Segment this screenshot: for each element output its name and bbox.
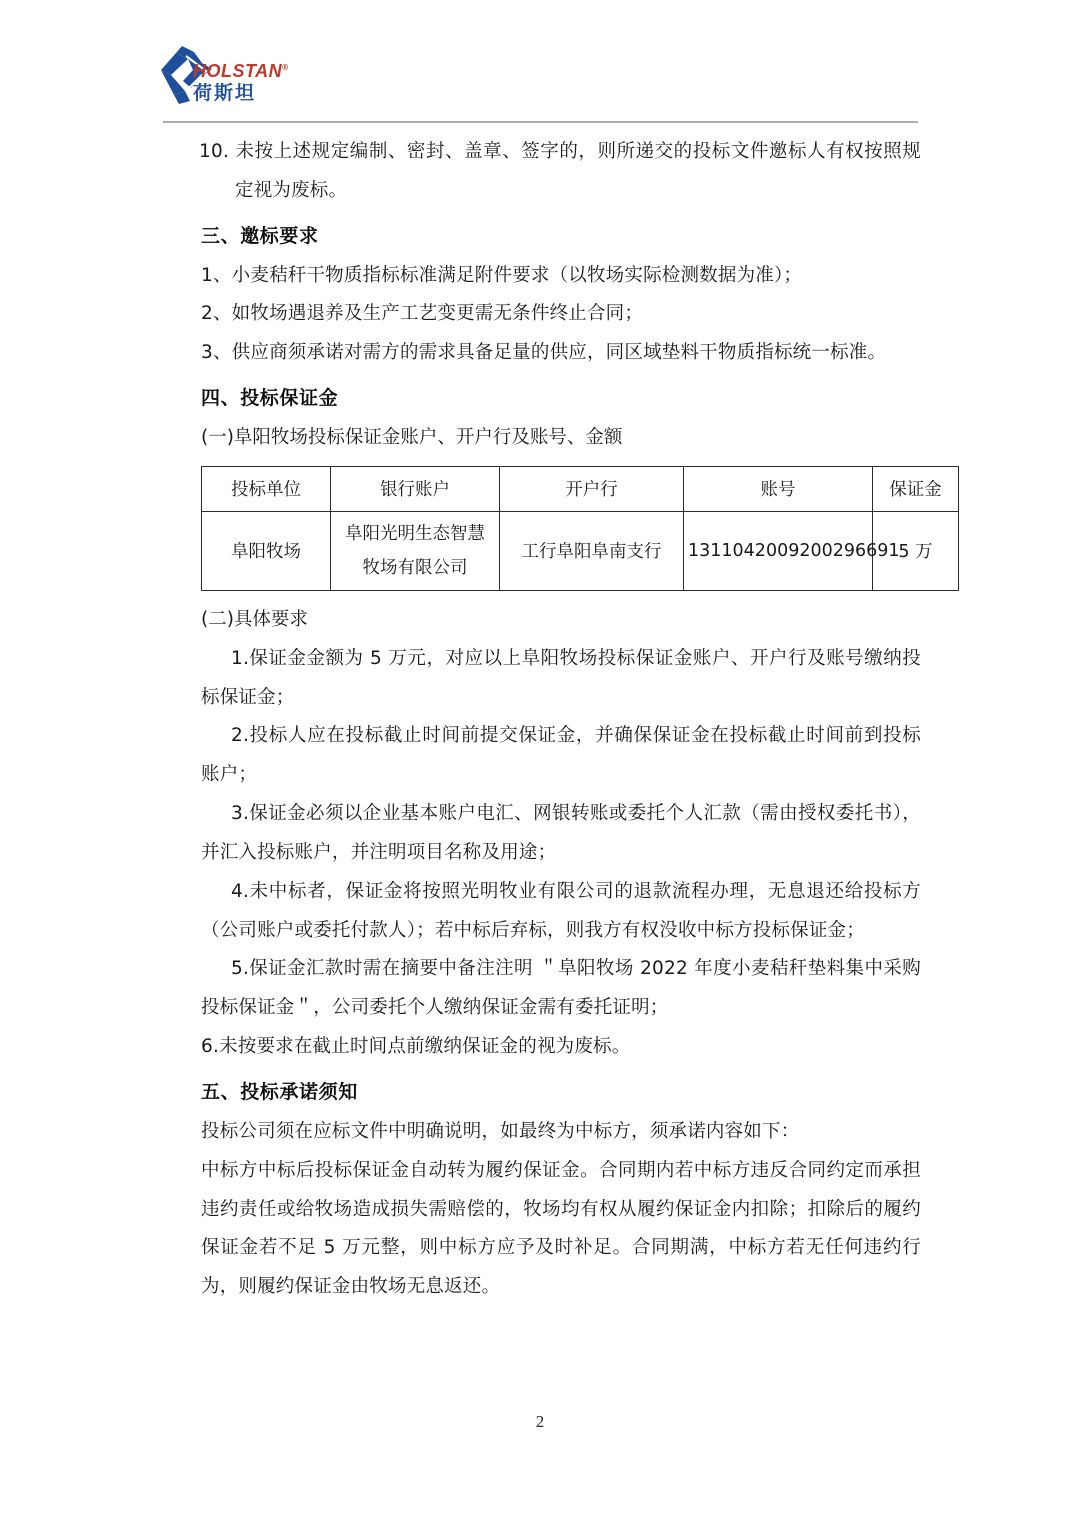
section5-intro: 投标公司须在应标文件中明确说明，如最终为中标方，须承诺内容如下： (201, 1120, 800, 1142)
table-header-row (202, 466, 959, 511)
logo-wordmark (193, 62, 353, 110)
section4-item-6: 6.未按要求在截止时间点前缴纳保证金的视为废标。 (201, 1036, 631, 1058)
table-header-bidder: 投标单位 (202, 466, 331, 511)
section4-item-3: 3.保证金必须以企业基本账户电汇、网银转账或委托个人汇款（需由授权委托书），并汇入投标账户，并注明项目名称及用途； (201, 803, 921, 863)
logo-chinese-text: 荷斯坦 (193, 82, 257, 104)
heading-section-4: 四、投标保证金 (201, 387, 339, 410)
table-header-bank-branch: 开户行 (500, 466, 684, 511)
cell-bank-account (331, 511, 500, 590)
cell-bank-branch: 工行阜阳阜南支行 (500, 511, 684, 590)
logo-latin-text: HOLSTAN® (193, 61, 289, 81)
section3-item-3: 3、供应商须承诺对需方的需求具备足量的供应，同区域垫料干物质指标统一标准。 (201, 342, 887, 364)
section5-body: 中标方中标后投标保证金自动转为履约保证金。合同期内若中标方违反合同约定而承担违约责任或给牧场造成损失需赔偿的，牧场均有权从履约保证金内扣除；扣除后的履约保证金若不足 5 万元整，则中标方应予及时补足。合同期满，中标方若无任何违约行为，则履约保证金由牧场无息返还。 (201, 1159, 921, 1298)
cell-bank-account-line1: 阜阳光明生态智慧 (345, 523, 485, 544)
document-body (163, 133, 942, 1307)
section4-item-4: 4.未中标者，保证金将按照光明牧业有限公司的退款流程办理，无息退还给投标方（公司账户或委托付款人）；若中标后弃标，则我方有权没收中标方投标保证金； (201, 880, 921, 941)
cell-bank-account-line2: 牧场有限公司 (362, 557, 468, 578)
section4-item-5: 5.保证金汇款时需在摘要中备注注明 ＂阜阳牧场 2022 年度小麦秸秆垫料集中采购投标保证金＂，公司委托个人缴纳保证金需有委托证明； (201, 958, 921, 1019)
cell-account-number: 1311042009200296691 (684, 511, 873, 590)
document-header (155, 40, 355, 112)
section4-subheading-1: (一)阜阳牧场投标保证金账户、开户行及账号、金额 (201, 427, 623, 448)
table-header-deposit: 保证金 (873, 466, 959, 511)
table-header-bank-account: 银行账户 (331, 466, 500, 511)
section4-subheading-2: (二)具体要求 (201, 608, 308, 630)
company-logo (155, 40, 355, 112)
section3-item-2: 2、如牧场遇退养及生产工艺变更需无条件终止合同； (201, 303, 644, 325)
table-row (202, 511, 959, 590)
header-divider (163, 121, 918, 123)
deposit-account-table (201, 466, 959, 591)
table-header-account-number: 账号 (684, 466, 873, 511)
heading-section-5: 五、投标承诺须知 (201, 1080, 358, 1103)
page-number: 2 (535, 1412, 545, 1431)
deposit-account-table-wrapper (201, 466, 942, 591)
section4-item-1: 1.保证金金额为 5 万元，对应以上阜阳牧场投标保证金账户、开户行及账号缴纳投标保证金； (201, 647, 921, 708)
section3-item-1: 1、小麦秸秆干物质指标标准满足附件要求（以牧场实际检测数据为准）； (201, 264, 803, 286)
section4-item-2: 2.投标人应在投标截止时间前提交保证金，并确保保证金在投标截止时间前到投标账户； (201, 725, 921, 786)
registered-trademark-icon: ® (282, 63, 289, 72)
cell-bidder: 阜阳牧场 (202, 511, 331, 590)
paragraph-item-10: 10. 未按上述规定编制、密封、盖章、签字的，则所递交的投标文件邀标人有权按照规定视为废标。 (199, 141, 921, 201)
cell-deposit: 5 万 (873, 511, 959, 590)
heading-section-3: 三、邀标要求 (201, 224, 319, 247)
